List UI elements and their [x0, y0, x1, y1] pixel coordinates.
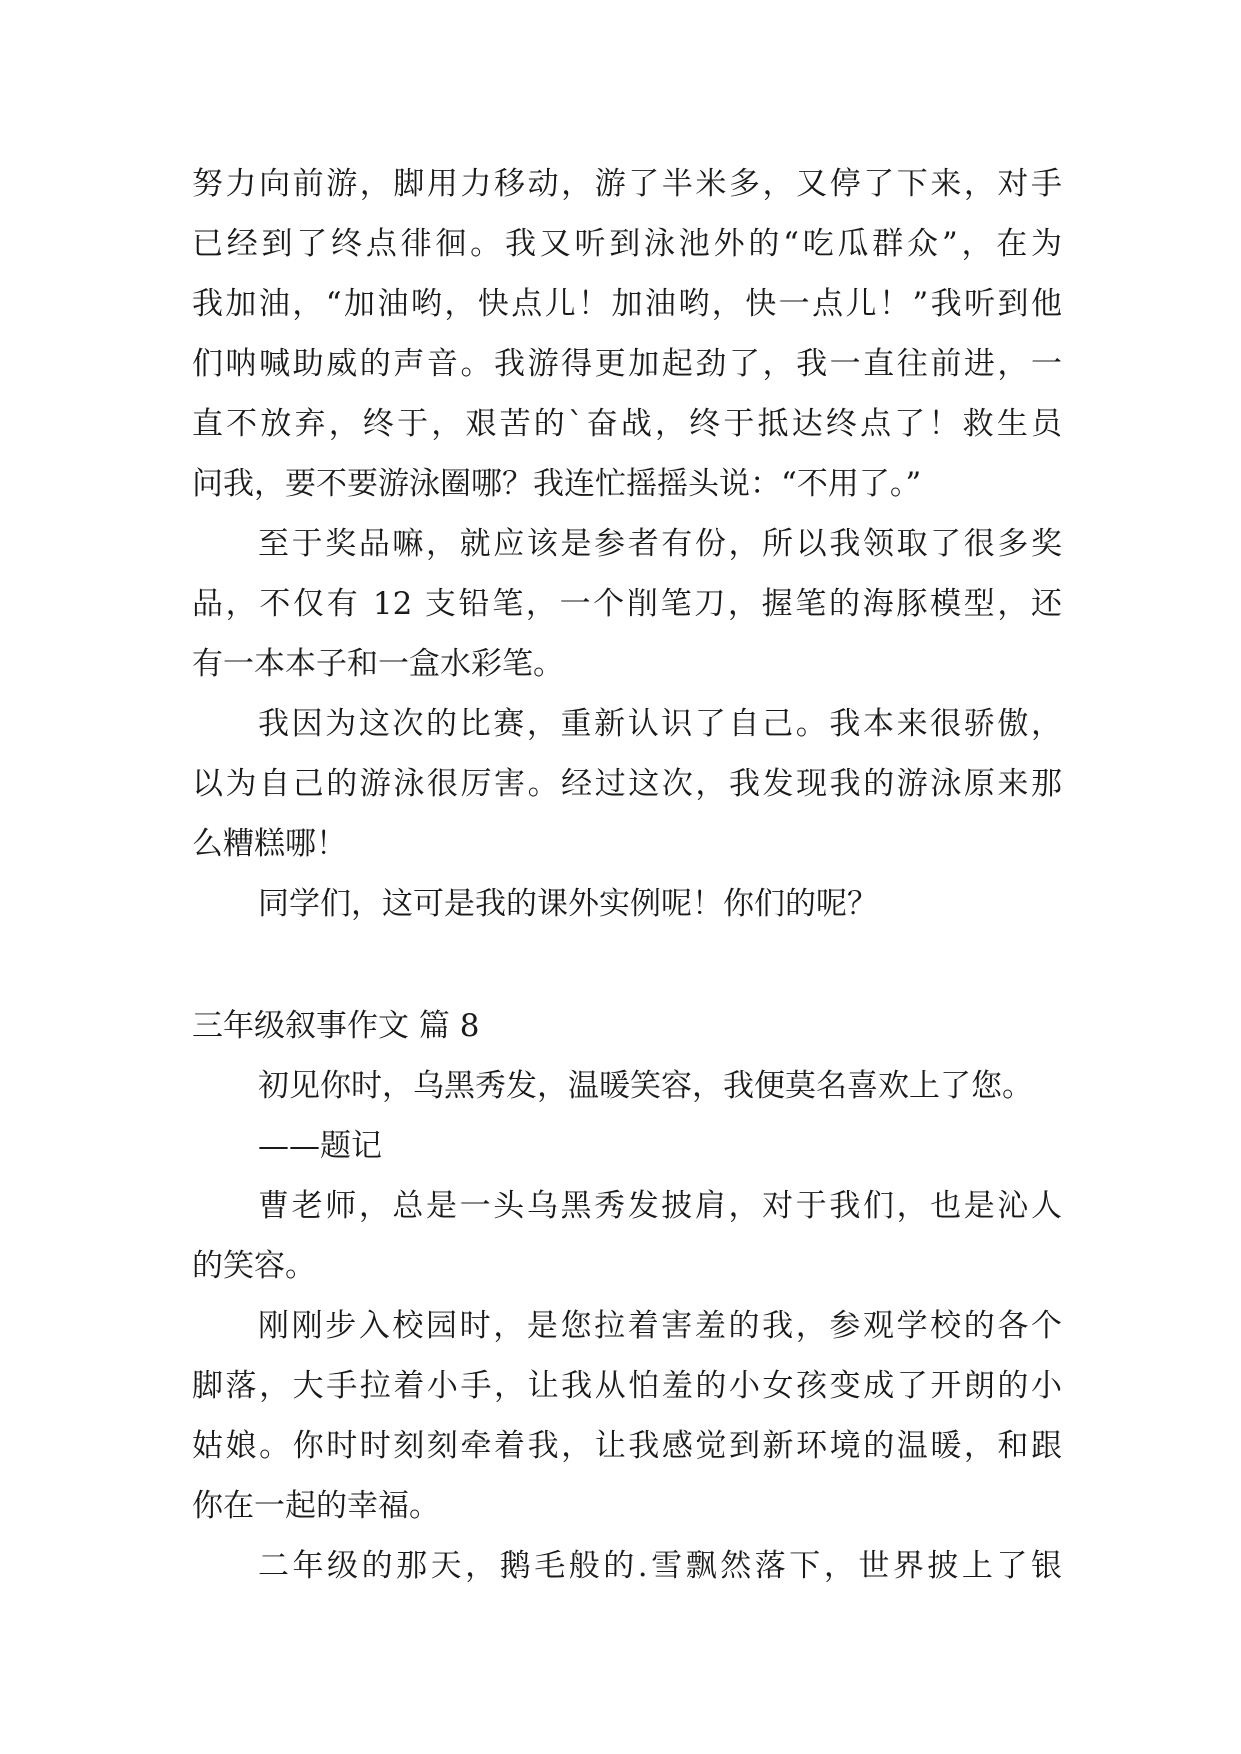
text-line: 直不放弃，终于，艰苦的`奋战，终于抵达终点了！救生员 — [192, 406, 1062, 442]
text-line: 努力向前游，脚用力移动，游了半米多，又停了下来，对手 — [192, 166, 1062, 202]
text-line: 以为自己的游泳很厉害。经过这次，我发现我的游泳原来那 — [192, 766, 1062, 802]
text-line: 刚刚步入校园时，是您拉着害羞的我，参观学校的各个 — [258, 1308, 1062, 1344]
text-line: 姑娘。你时时刻刻牵着我，让我感觉到新环境的温暖，和跟 — [192, 1428, 1062, 1464]
document-body — [192, 154, 1062, 1596]
text-line: 有一本本子和一盒水彩笔。 — [192, 646, 564, 682]
text-line: 曹老师，总是一头乌黑秀发披肩，对于我们，也是沁人 — [258, 1188, 1062, 1224]
text-line: 已经到了终点徘徊。我又听到泳池外的“吃瓜群众”，在为 — [192, 226, 1062, 262]
text-line: 你在一起的幸福。 — [192, 1488, 440, 1524]
text-line: 脚落，大手拉着小手，让我从怕羞的小女孩变成了开朗的小 — [192, 1368, 1062, 1404]
text-line: 问我，要不要游泳圈哪？我连忙摇摇头说：“不用了。” — [192, 466, 922, 502]
text-line: 初见你时，乌黑秀发，温暖笑容，我便莫名喜欢上了您。 — [258, 1068, 1033, 1104]
text-line: 我因为这次的比赛，重新认识了自己。我本来很骄傲， — [258, 706, 1062, 742]
text-line: 们呐喊助威的声音。我游得更加起劲了，我一直往前进，一 — [192, 346, 1062, 382]
text-line: 同学们，这可是我的课外实例呢！你们的呢？ — [258, 886, 878, 922]
text-line: 二年级的那天，鹅毛般的.雪飘然落下，世界披上了银 — [258, 1548, 1062, 1584]
text-line: 至于奖品嘛，就应该是参者有份，所以我领取了很多奖 — [258, 526, 1062, 562]
text-line: ——题记 — [258, 1128, 382, 1164]
text-line: 么糟糕哪！ — [192, 826, 347, 862]
text-line: 我加油，“加油哟，快点儿！加油哟，快一点儿！”我听到他 — [192, 286, 1062, 322]
section-gap — [192, 934, 1062, 996]
text-line: 品，不仅有 12 支铅笔，一个削笔刀，握笔的海豚模型，还 — [192, 586, 1062, 622]
section-heading: 三年级叙事作文 篇 8 — [192, 1008, 480, 1044]
text-line: 的笑容。 — [192, 1248, 316, 1284]
